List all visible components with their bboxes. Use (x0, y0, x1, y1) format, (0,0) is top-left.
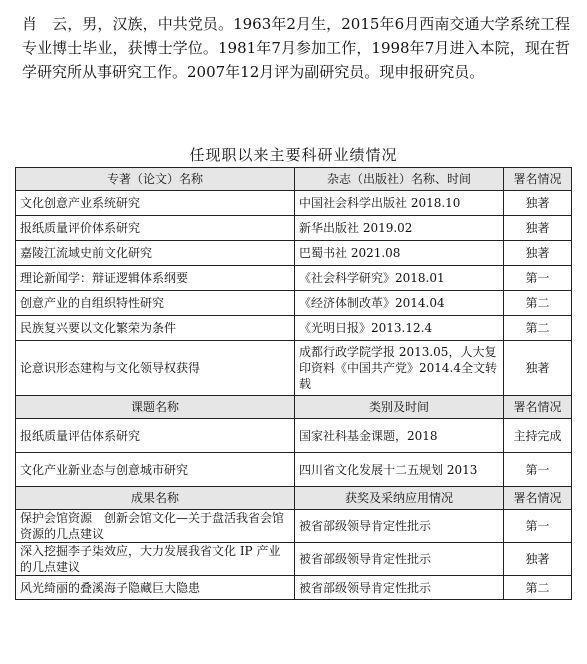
publication-title: 嘉陵江流域史前文化研究 (16, 241, 295, 266)
achievements-header-title: 成果名称 (16, 487, 295, 510)
projects-header-authorship: 署名情况 (504, 396, 572, 419)
project-category: 国家社科基金课题，2018 (295, 419, 504, 453)
table-row (16, 316, 572, 341)
achievement-adoption: 被省部级领导肯定性批示 (295, 510, 504, 543)
table-row (16, 576, 572, 600)
publication-title: 报纸质量评价体系研究 (16, 216, 295, 241)
publication-title: 论意识形态建构与文化领导权获得 (16, 341, 295, 396)
table-row (16, 543, 572, 576)
publication-authorship: 独著 (504, 191, 572, 216)
publication-source: 新华出版社 2019.02 (295, 216, 504, 241)
publication-authorship: 第一 (504, 266, 572, 291)
achievement-table (15, 167, 572, 600)
publication-authorship: 独著 (504, 341, 572, 396)
achievements-header-authorship: 署名情况 (504, 487, 572, 510)
project-category: 四川省文化发展十二五规划 2013 (295, 453, 504, 487)
projects-header-title: 课题名称 (16, 396, 295, 419)
table-row (16, 510, 572, 543)
achievement-adoption: 被省部级领导肯定性批示 (295, 576, 504, 600)
achievements-header-row (16, 487, 572, 510)
achievement-adoption: 被省部级领导肯定性批示 (295, 543, 504, 576)
publication-source: 《经济体制改革》2014.04 (295, 291, 504, 316)
achievement-authorship: 第一 (504, 510, 572, 543)
bio-section (22, 12, 570, 84)
publications-header-journal: 杂志（出版社）名称、时间 (295, 168, 504, 191)
table-row (16, 341, 572, 396)
table-row (16, 216, 572, 241)
publication-source: 巴蜀书社 2021.08 (295, 241, 504, 266)
project-title: 报纸质量评估体系研究 (16, 419, 295, 453)
table-row (16, 241, 572, 266)
publication-source: 《光明日报》2013.12.4 (295, 316, 504, 341)
publication-source: 成都行政学院学报 2013.05，人大复印资料《中国共产党》2014.4全文转载 (295, 341, 504, 396)
publication-title: 文化创意产业系统研究 (16, 191, 295, 216)
bio-paragraph: 肖 云，男，汉族，中共党员。1963年2月生，2015年6月西南交通大学系统工程专业博士毕业，获博士学位。1981年7月参加工作，1998年7月进入本院，现在哲学研究所从事研究工作。2007年12月评为副研究员。现申报研究员。 (22, 15, 570, 81)
publication-authorship: 独著 (504, 216, 572, 241)
achievement-title: 风光绮丽的叠溪海子隐藏巨大隐患 (16, 576, 295, 600)
publication-title: 创意产业的自组织特性研究 (16, 291, 295, 316)
achievement-title: 深入挖掘李子柒效应，大力发展我省文化 IP 产业的几点建议 (16, 543, 295, 576)
achievement-authorship: 第二 (504, 576, 572, 600)
publication-authorship: 独著 (504, 241, 572, 266)
publications-header-row (16, 168, 572, 191)
project-authorship: 主持完成 (504, 419, 572, 453)
project-authorship: 第一 (504, 453, 572, 487)
publication-authorship: 第二 (504, 316, 572, 341)
project-title: 文化产业新业态与创意城市研究 (16, 453, 295, 487)
table-row (16, 291, 572, 316)
achievement-title: 保护会馆资源 创新会馆文化—关于盘活我省会馆资源的几点建议 (16, 510, 295, 543)
publication-title: 民族复兴要以文化繁荣为条件 (16, 316, 295, 341)
publication-source: 中国社会科学出版社 2018.10 (295, 191, 504, 216)
table-row (16, 453, 572, 487)
publications-header-authorship: 署名情况 (504, 168, 572, 191)
publications-header-title: 专著（论文）名称 (16, 168, 295, 191)
section-title: 任现职以来主要科研业绩情况 (189, 146, 398, 164)
table-row (16, 419, 572, 453)
publication-authorship: 第二 (504, 291, 572, 316)
projects-header-category: 类别及时间 (295, 396, 504, 419)
table-row (16, 266, 572, 291)
publication-source: 《社会科学研究》2018.01 (295, 266, 504, 291)
achievement-authorship: 独著 (504, 543, 572, 576)
achievements-header-adoption: 获奖及采纳应用情况 (295, 487, 504, 510)
publication-title: 理论新闻学：辩证逻辑体系纲要 (16, 266, 295, 291)
table-row (16, 191, 572, 216)
projects-header-row (16, 396, 572, 419)
